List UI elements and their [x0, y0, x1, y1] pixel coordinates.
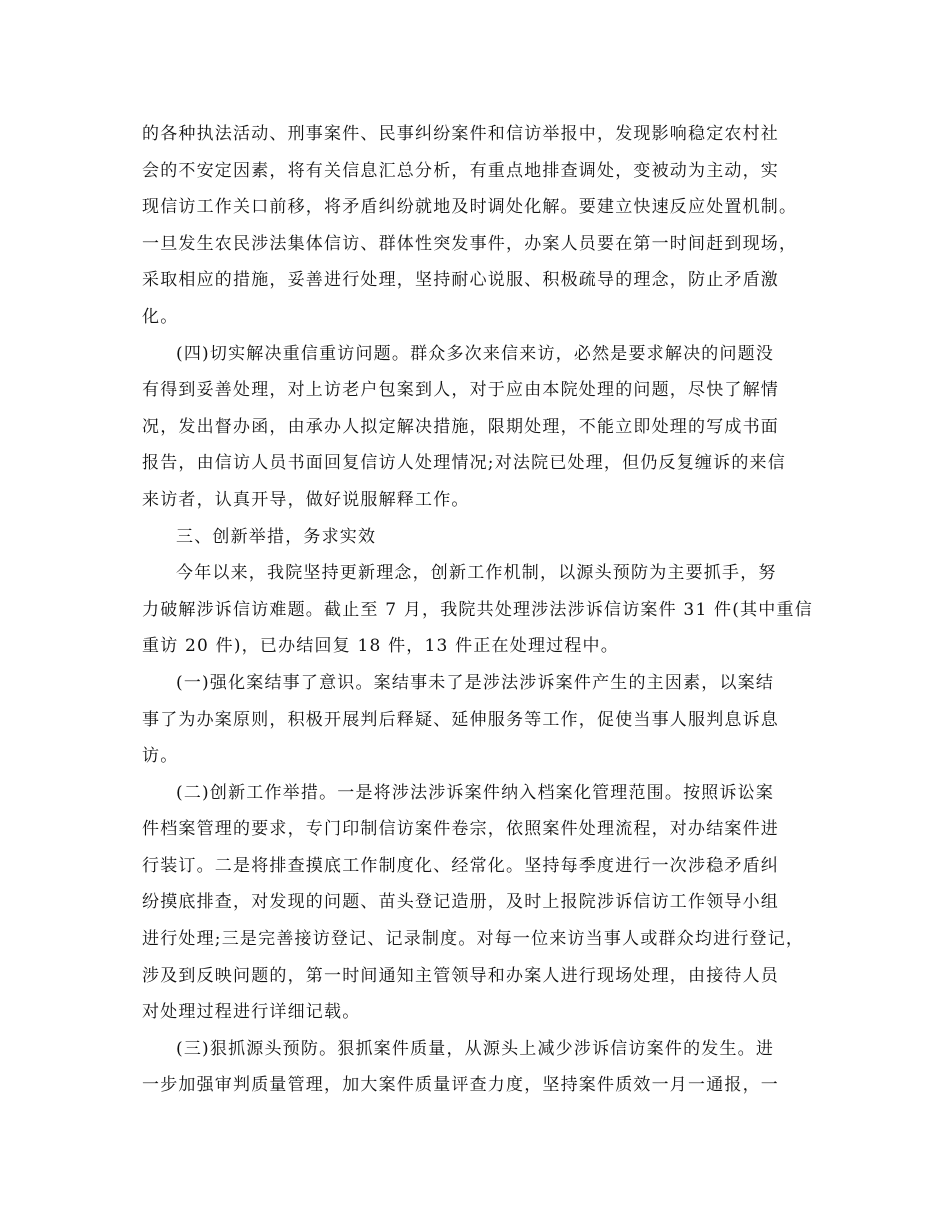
text-line: (二)创新工作举措。一是将涉法涉诉案件纳入档案化管理范围。按照诉讼案: [176, 782, 775, 803]
text-line: 行装订。二是将排查摸底工作制度化、经常化。坚持每季度进行一次涉稳矛盾纠: [142, 855, 779, 876]
text-line: 来访者，认真开导，做好说服解释工作。: [142, 489, 470, 510]
text-line: 重访 20 件)，已办结回复 18 件，13 件正在处理过程中。: [142, 636, 619, 657]
text-line: 进行处理;三是完善接访登记、记录制度。对每一位来访当事人或群众均进行登记，: [142, 929, 805, 950]
text-line: 三、创新举措，务求实效: [176, 526, 377, 547]
text-line: 会的不安定因素，将有关信息汇总分析，有重点地排查调处，变被动为主动，实: [142, 160, 779, 181]
text-line: 力破解涉诉信访难题。截止至 7 月，我院共处理涉法涉诉信访案件 31 件(其中重信: [142, 599, 813, 620]
text-line: 有得到妥善处理，对上访老户包案到人，对于应由本院处理的问题，尽快了解情: [142, 380, 779, 401]
text-line: 涉及到反映问题的，第一时间通知主管领导和办案人进行现场处理，由接待人员: [142, 965, 779, 986]
document-body: [142, 116, 822, 1104]
text-line: 况，发出督办函，由承办人拟定解决措施，限期处理，不能立即处理的写成书面: [142, 416, 779, 437]
text-line: 一旦发生农民涉法集体信访、群体性突发事件，办案人员要在第一时间赶到现场，: [142, 233, 798, 254]
text-line: 件档案管理的要求，专门印制信访案件卷宗，依照案件处理流程，对办结案件进: [142, 819, 779, 840]
text-line: 今年以来，我院坚持更新理念，创新工作机制，以源头预防为主要抓手，努: [176, 563, 777, 584]
text-line: 化。: [142, 306, 179, 327]
text-line: (三)狠抓源头预防。狠抓案件质量，从源头上减少涉诉信访案件的发生。进: [176, 1038, 775, 1059]
text-line: 对处理过程进行详细记载。: [142, 1002, 361, 1023]
text-line: 事了为办案原则，积极开展判后释疑、延伸服务等工作，促使当事人服判息诉息: [142, 709, 779, 730]
text-line: (四)切实解决重信重访问题。群众多次来信来访，必然是要求解决的问题没: [176, 343, 775, 364]
text-line: 的各种执法活动、刑事案件、民事纠纷案件和信访举报中，发现影响稳定农村社: [142, 124, 779, 144]
text-line: 访。: [142, 746, 179, 767]
text-line: 报告，由信访人员书面回复信访人处理情况;对法院已处理，但仍反复缠诉的来信: [142, 453, 786, 474]
text-line: (一)强化案结事了意识。案结事未了是涉法涉诉案件产生的主因素，以案结: [176, 672, 775, 693]
text-line: 纷摸底排查，对发现的问题、苗头登记造册，及时上报院涉诉信访工作领导小组: [142, 892, 779, 913]
text-line: 采取相应的措施，妥善进行处理，坚持耐心说服、积极疏导的理念，防止矛盾激: [142, 270, 779, 291]
text-line: 现信访工作关口前移，将矛盾纠纷就地及时调处化解。要建立快速反应处置机制。: [142, 197, 798, 218]
text-line: 一步加强审判质量管理，加大案件质量评查力度，坚持案件质效一月一通报，一: [142, 1075, 779, 1096]
